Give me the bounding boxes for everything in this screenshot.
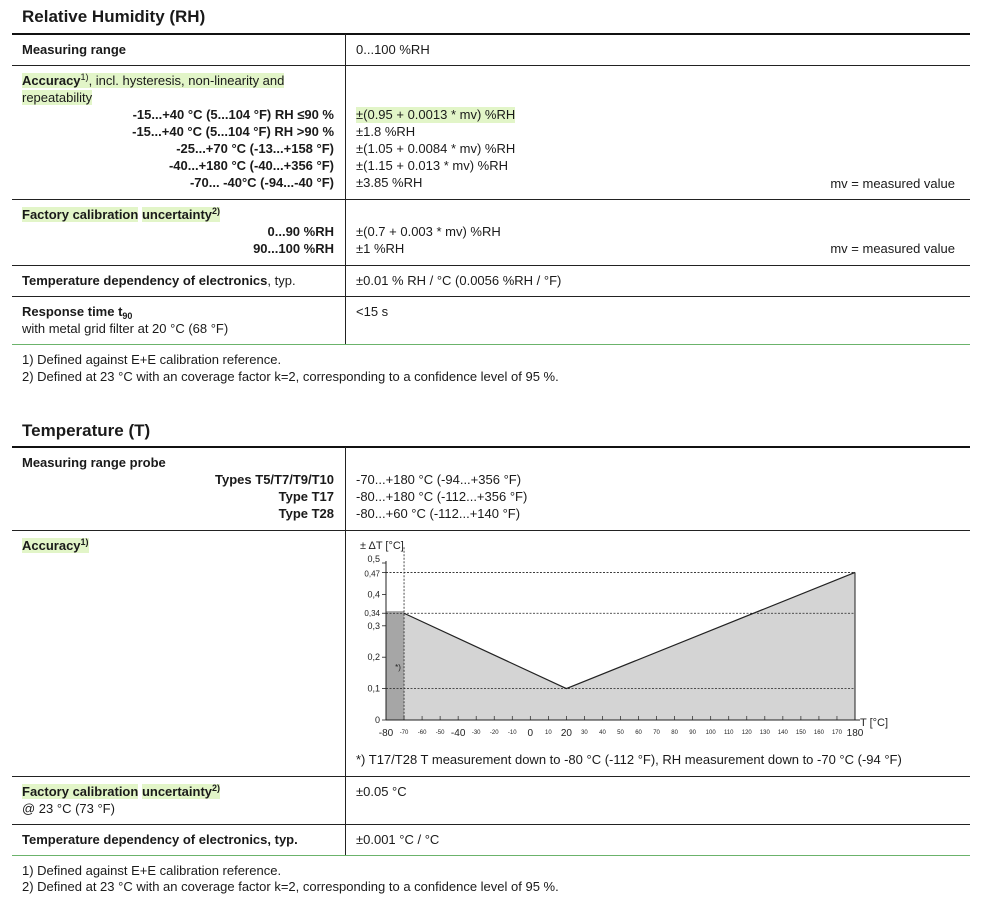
x-tick-label-small: -20 — [489, 730, 499, 736]
rh-accuracy-label: Accuracy$^{1)}$, incl. hysteresis, non-linearity and — [22, 72, 285, 88]
rh-accuracy-condition: -70... -40°C (-94...-40 °F) — [189, 175, 334, 190]
x-tick-label-small: 120 — [741, 730, 752, 736]
x-tick-label-small: 130 — [759, 730, 770, 736]
section-end-rule — [12, 855, 970, 856]
rh-accuracy-value: ±(1.15 + 0.013 * mv) %RH — [356, 158, 509, 173]
column-divider — [345, 34, 346, 344]
rh-factory-cal-note: mv = measured value — [830, 241, 955, 256]
accuracy-chart — [346, 531, 966, 746]
y-tick-label: 0,47 — [364, 569, 380, 579]
rh-accuracy-value: ±3.85 %RH — [356, 175, 423, 190]
rh-accuracy-note: mv = measured value — [830, 176, 955, 191]
rh-section-title: Relative Humidity (RH) — [22, 7, 206, 26]
temp-factory-cal-value: ±0.05 °C — [356, 784, 407, 799]
x-tick-label-small: -10 — [507, 730, 517, 736]
y-tick-label: 0 — [374, 715, 380, 725]
row-divider — [12, 199, 970, 200]
rh-measuring-range-value: 0...100 %RH — [356, 42, 430, 57]
x-tick-label: 0 — [527, 728, 534, 739]
rh-measuring-range-label: Measuring range — [22, 42, 127, 57]
rh-response-label-line2: with metal grid filter at 20 °C (68 °F) — [22, 321, 229, 336]
x-tick-label: 20 — [560, 728, 572, 739]
x-tick-label-small: 50 — [617, 730, 624, 736]
rh-accuracy-label-line2: repeatability — [22, 90, 93, 105]
rh-factory-cal-value: ±(0.7 + 0.003 * mv) %RH — [356, 224, 501, 239]
row-divider — [12, 65, 970, 66]
temp-section-title: Temperature (T) — [22, 421, 151, 440]
section-end-rule — [12, 344, 970, 345]
chart-footnote: *) T17/T28 T measurement down to -80 °C (-112 °F), RH measurement down to -70 °C (-94 °F) — [356, 752, 902, 767]
rh-accuracy-condition: -25...+70 °C (-13...+158 °F) — [176, 141, 334, 156]
row-divider — [12, 296, 970, 297]
rh-accuracy-condition: -15...+40 °C (5...104 °F) RH >90 % — [132, 124, 334, 139]
rh-factory-cal-condition: 0...90 %RH — [267, 224, 334, 239]
rh-accuracy-value: ±(0.95 + 0.0013 * mv) %RH — [356, 107, 516, 122]
temp-header-rule — [12, 446, 970, 448]
x-tick-label-small: 70 — [653, 730, 660, 736]
temp-probe-range: -80...+180 °C (-112...+356 °F) — [356, 489, 528, 504]
x-tick-label-small: 40 — [599, 730, 606, 736]
row-divider — [12, 265, 970, 266]
x-tick-label-small: 140 — [777, 730, 788, 736]
temp-temp-dep-label: Temperature dependency of electronics, typ. — [22, 832, 298, 847]
rh-footnote: 1) Defined against E+E calibration reference. — [22, 352, 282, 367]
temp-footnote: 1) Defined against E+E calibration reference. — [22, 863, 282, 878]
temp-probe-type: Type T28 — [278, 506, 334, 521]
rh-accuracy-value: ±1.8 %RH — [356, 124, 416, 139]
y-tick-label: 0,34 — [364, 609, 380, 619]
x-tick-label-small: 170 — [831, 730, 842, 736]
rh-factory-cal-condition: 90...100 %RH — [253, 241, 334, 256]
rh-factory-cal-label: Factory calibration uncertainty$^{2)}$ — [22, 206, 221, 222]
rh-temp-dep-value: ±0.01 % RH / °C (0.0056 %RH / °F) — [356, 273, 562, 288]
x-tick-label-small: 100 — [705, 730, 716, 736]
temp-temp-dep-value: ±0.001 °C / °C — [356, 832, 440, 847]
rh-response-label: Response time $t_{90}$ — [22, 304, 133, 321]
x-tick-label-small: -50 — [435, 730, 445, 736]
temp-factory-cal-label: Factory calibration uncertainty$^{2)}$ — [22, 783, 221, 799]
x-tick-label-small: 30 — [581, 730, 588, 736]
y-tick-label: 0,3 — [367, 620, 380, 631]
temp-probe-range: -70...+180 °C (-94...+356 °F) — [356, 472, 522, 487]
temp-probe-type: Types T5/T7/T9/T10 — [215, 472, 334, 487]
temp-factory-cal-label-line2: @ 23 °C (73 °F) — [22, 801, 115, 816]
y-tick-label: 0,2 — [367, 652, 380, 663]
x-axis-title: T [°C] — [860, 717, 889, 729]
rh-accuracy-condition: -40...+180 °C (-40...+356 °F) — [168, 158, 334, 173]
x-tick-label-small: 10 — [545, 730, 552, 736]
row-divider — [12, 824, 970, 825]
x-tick-label-small: 110 — [723, 730, 734, 736]
temp-footnote: 2) Defined at 23 °C with an coverage factor k=2, corresponding to a confidence level of 95 %. — [22, 879, 559, 894]
y-tick-label: 0,4 — [367, 589, 380, 600]
x-tick-label-small: 90 — [689, 730, 696, 736]
rh-temp-dep-label: Temperature dependency of electronics, typ. — [22, 273, 296, 288]
y-tick-label: 0,1 — [367, 683, 380, 694]
temp-probe-type: Type T17 — [278, 489, 334, 504]
x-tick-label-small: 160 — [813, 730, 824, 736]
x-tick-label: 180 — [846, 728, 864, 739]
x-tick-label-small: -70 — [399, 730, 409, 736]
x-tick-label: -40 — [450, 728, 466, 739]
rh-header-rule — [12, 33, 970, 35]
temp-measuring-range-label: Measuring range probe — [22, 455, 166, 470]
rh-response-value: <15 s — [356, 304, 389, 319]
accuracy-area — [404, 572, 855, 720]
x-tick-label-small: -30 — [471, 730, 481, 736]
x-tick-label-small: 80 — [671, 730, 678, 736]
temp-probe-range: -80...+60 °C (-112...+140 °F) — [356, 506, 521, 521]
rh-footnote: 2) Defined at 23 °C with an coverage factor k=2, corresponding to a confidence level of 95 %. — [22, 369, 559, 384]
temp-accuracy-label: Accuracy$^{1)}$ — [22, 537, 89, 553]
row-divider — [12, 776, 970, 777]
x-tick-label: -80 — [378, 728, 394, 739]
rh-factory-cal-value: ±1 %RH — [356, 241, 405, 256]
y-axis-title: ± ΔT [°C] — [360, 540, 404, 552]
y-tick-label: 0,5 — [367, 554, 380, 564]
extended-range-label: *) — [395, 662, 401, 672]
x-tick-label-small: -60 — [417, 730, 427, 736]
x-tick-label-small: 60 — [635, 730, 642, 736]
rh-accuracy-value: ±(1.05 + 0.0084 * mv) %RH — [356, 141, 516, 156]
column-divider — [345, 447, 346, 855]
x-tick-label-small: 150 — [795, 730, 806, 736]
rh-accuracy-condition: -15...+40 °C (5...104 °F) RH ≤90 % — [132, 107, 334, 122]
